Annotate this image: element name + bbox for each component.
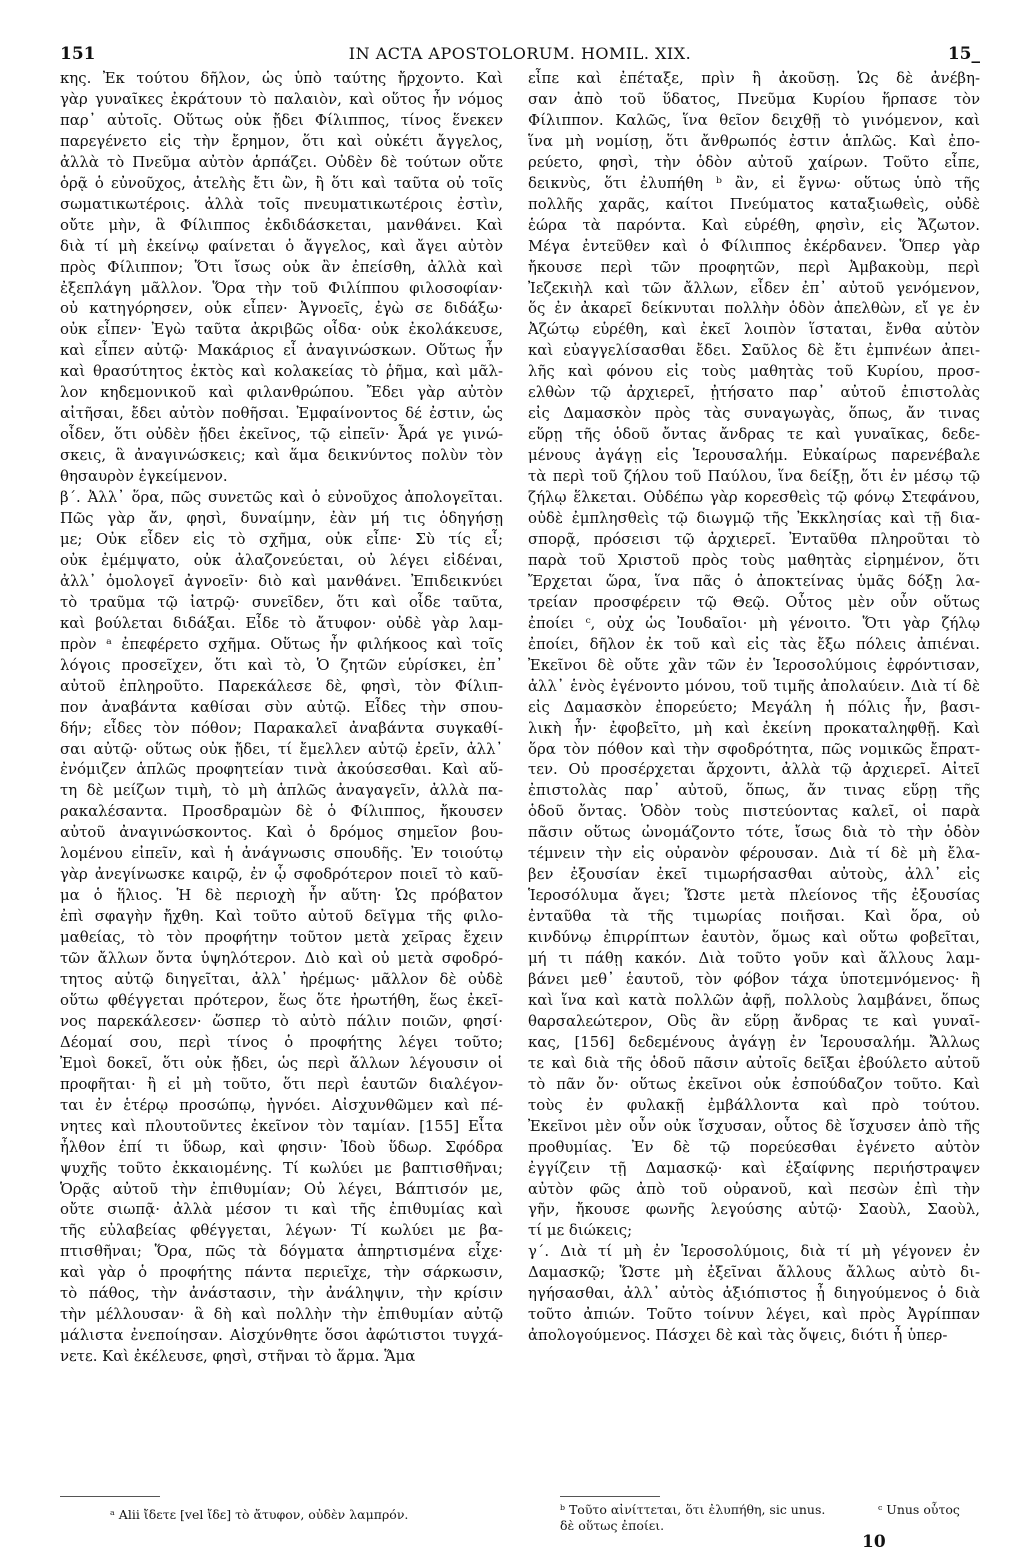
left-column-line: καὶ γὰρ ὁ προφήτης πάντα περιεῖχε, τὴν σάρκωσιν, bbox=[60, 1263, 503, 1282]
left-column-line: μάλιστα ἐνεποίησαν. Αἰσχύνθητε ὅσοι ἀφώτιστοι τυγχά- bbox=[60, 1326, 503, 1345]
left-column-line: β΄. Ἀλλ᾽ ὅρα, πῶς συνετῶς καὶ ὁ εὐνοῦχος ἀπολογεῖται. bbox=[60, 488, 503, 507]
left-column-line: Πῶς γὰρ ἄν, φησὶ, δυναίμην, ἐὰν μή τις ὁδηγήσῃ bbox=[60, 509, 503, 528]
left-column-line: αὐτοῦ ἐπληροῦτο. Παρεκάλεσε δὲ, φησὶ, τὸν Φίλιπ- bbox=[60, 676, 503, 695]
left-column-line: μα ὁ ἥλιος. Ἡ δὲ περιοχὴ ἦν αὕτη· Ὡς πρόβατον bbox=[60, 886, 503, 905]
right-column-line: Ἰεζεκιὴλ καὶ τῶν ἄλλων, εἶδεν ἐπ᾽ αὐτοῦ γενόμενον, bbox=[528, 278, 980, 297]
left-column-line: Ἐμοὶ δοκεῖ, ὅτι οὐκ ᾔδει, ὡς περὶ ἄλλων λέγουσιν οἱ bbox=[60, 1053, 503, 1072]
right-column-line: κινδύνῳ ἐπιρρίπτων ἑαυτὸν, ὅμως καὶ οὕτω φοβεῖται, bbox=[528, 928, 980, 947]
left-column-line: σωματικωτέροις. ἀλλὰ τοῖς πνευματικωτέροις ἐστὶν, bbox=[60, 194, 503, 213]
right-column-line: βάνει μεθ᾽ ἑαυτοῦ, τὸν φόβον τάχα ὑποτεμνόμενος· ἢ bbox=[528, 969, 980, 988]
right-column-line: ἀλλ᾽ ἑνὸς ἐγένοντο μόνου, τοῦ τιμῆς ἀπολαύειν. Διὰ τί δὲ bbox=[528, 676, 980, 695]
right-column-line: μένους ἀγάγῃ εἰς Ἱερουσαλήμ. Εὐκαίρως παρενέβαλε bbox=[528, 446, 980, 465]
right-column-line: ηγήσασθαι, ἀλλ᾽ αὐτὸς ἀξιόπιστος ᾖ διηγούμενος ὁ διὰ bbox=[528, 1284, 980, 1303]
right-column-line: ζήλῳ ἕλκεται. Οὐδέπω γὰρ κορεσθεὶς τῷ φόνῳ Στεφάνου, bbox=[528, 488, 980, 507]
right-column-line: τοῦτο ἀπιών. Τοῦτο τοίνυν λέγει, καὶ πρὸς Ἀγρίππαν bbox=[528, 1305, 980, 1324]
right-column-line: τε καὶ διὰ τῆς ὁδοῦ πᾶσιν αὐτοῖς δεῖξαι ἐβούλετο αὐτοῦ bbox=[528, 1053, 980, 1072]
left-column-line: πτισθῆναι; Ὅρα, πῶς τὰ δόγματα ἀπηρτισμένα εἶχε· bbox=[60, 1242, 503, 1261]
signature-mark: 10 bbox=[862, 1532, 886, 1552]
left-column-line: λομένου εἰπεῖν, καὶ ἡ ἀνάγνωσις σπουδῆς. Ἐν τοιούτῳ bbox=[60, 844, 503, 863]
right-column-line: εὕρῃ τῆς ὁδοῦ ὄντας ἄνδρας τε καὶ γυναῖκας, δεδε- bbox=[528, 425, 980, 444]
right-column-line: ελθὼν τῷ ἀρχιερεῖ, ᾐτήσατο παρ᾽ αὐτοῦ ἐπιστολὰς bbox=[528, 383, 980, 402]
right-column-line: τοὺς ἐν φυλακῇ ἐμβάλλοντα καὶ πρὸ τούτου. bbox=[528, 1095, 980, 1114]
left-column-line: δήν; εἶδες τὸν πόθον; Παρακαλεῖ ἀναβάντα συγκαθί- bbox=[60, 718, 503, 737]
left-column-line: παρ᾽ αὐτοῖς. Οὕτως οὐκ ᾔδει Φίλιππος, τίνος ἕνεκεν bbox=[60, 110, 503, 129]
left-column-line: αὐτοῦ ἀναγινώσκοντος. Καὶ ὁ δρόμος σημεῖον βου- bbox=[60, 823, 503, 842]
right-column-line: λικὴ ἦν· ἐφοβεῖτο, μὴ καὶ ἐκείνη προκαταληφθῇ. Καὶ bbox=[528, 718, 980, 737]
right-column-line: γ΄. Διὰ τί μὴ ἐν Ἱεροσολύμοις, διὰ τί μὴ γέγονεν ἐν bbox=[528, 1242, 980, 1261]
left-column-line: σαι αὐτῷ· οὕτως οὐκ ᾔδει, τί ἔμελλεν αὐτῷ ἐρεῖν, ἀλλ᾽ bbox=[60, 739, 503, 758]
left-column-line: οἶδεν, ὅτι οὐδὲν ᾔδει ἐκεῖνος, τῷ εἰπεῖν· Ἆρά γε γινώ- bbox=[60, 425, 503, 444]
left-column-line: προφῆται· ἢ εἰ μὴ τοῦτο, ὅτι περὶ ἑαυτῶν διαλέγον- bbox=[60, 1074, 503, 1093]
right-column-line: ἵνα μὴ νομίσῃ, ὅτι ἄνθρωπός ἐστιν ἁπλῶς. Καὶ ἐπο- bbox=[528, 131, 980, 150]
right-column-line: ὅρα τὸν πόθον καὶ τὴν σφοδρότητα, πῶς νομικῶς ἔπρατ- bbox=[528, 739, 980, 758]
left-column-line: θησαυρὸν ἐγκείμενον. bbox=[60, 467, 228, 486]
left-column-line: νετε. Καὶ ἐκέλευσε, φησὶ, στῆναι τὸ ἅρμα. Ἅμα bbox=[60, 1347, 416, 1366]
right-column-line: καὶ ἵνα καὶ κατὰ πολλῶν ἀφῇ, πολλοὺς λαμβάνει, ὅπως bbox=[528, 990, 980, 1009]
right-column-line: παρὰ τοῦ Χριστοῦ πρὸς τοὺς μαθητὰς εἰρημένον, ὅτι bbox=[528, 550, 980, 569]
right-column-line: προθυμίας. Ἐν δὲ τῷ πορεύεσθαι ἐγένετο αὐτὸν bbox=[528, 1137, 980, 1156]
footnote-a: ᵃ Alii ἴδετε [vel ἴδε] τὸ ἄτυφον, οὐδὲν λαμπρόν. bbox=[110, 1507, 409, 1522]
left-column-line: οὐκ εἶπεν· Ἐγὼ ταῦτα ἀκριβῶς οἶδα· οὐκ ἐκολάκευσε, bbox=[60, 320, 503, 339]
left-column-line: παρεγένετο εἰς τὴν ἔρημον, ὅτι καὶ οὐκέτι ἄγγελος, bbox=[60, 131, 503, 150]
running-header bbox=[60, 44, 980, 70]
right-column-line: ἐπιστολὰς παρ᾽ αὐτοῦ, ὅπως, ἄν τινας εὕρῃ τῆς bbox=[528, 781, 980, 800]
left-column-line: πρὸς Φίλιππον; Ὅτι ἴσως οὐκ ἂν ἐπείσθη, ἀλλὰ καὶ bbox=[60, 257, 503, 276]
left-column-line: ἐπὶ σφαγὴν ἤχθη. Καὶ τοῦτο αὐτοῦ δεῖγμα τῆς φιλο- bbox=[60, 907, 503, 926]
left-column-line: Δέομαί σου, περὶ τίνος ὁ προφήτης λέγει τοῦτο; bbox=[60, 1032, 503, 1051]
left-column-line: τῆς εὐλαβείας φθέγγεται, λέγων· Τί κωλύει με βα- bbox=[60, 1221, 503, 1240]
left-column-line: Ὁρᾷς αὐτοῦ τὴν ἐπιθυμίαν; Οὐ λέγει, Βάπτισόν με, bbox=[60, 1179, 503, 1198]
right-column-line: κας, [156] δεδεμένους ἀγάγῃ ἐν Ἱερουσαλήμ. Ἄλλως bbox=[528, 1032, 980, 1051]
right-column-line: ἐνταῦθα τὰ τῆς τιμωρίας ποιῆσαι. Καὶ ὅρα, οὐ bbox=[528, 907, 980, 926]
left-column-line: οὕτω φθέγγεται πρότερον, ἕως ὅτε ἠρωτήθη, ἕως ἐκεῖ- bbox=[60, 990, 503, 1009]
left-column-line: διὰ τί μὴ ἐκείνῳ φαίνεται ὁ ἄγγελος, καὶ ἄγει αὐτὸν bbox=[60, 236, 503, 255]
right-column-line: βεν ἐξουσίαν ἐκεῖ τιμωρήσασθαι αὐτοὺς, ἀλλ᾽ εἰς bbox=[528, 865, 980, 884]
right-column-line: τρείαν προσφέρειν τῷ Θεῷ. Οὗτος μὲν οὖν οὕτως bbox=[528, 592, 980, 611]
right-column-line: γῆν, ἤκουσε φωνῆς λεγούσης αὐτῷ· Σαοὺλ, Σαοὺλ, bbox=[528, 1200, 980, 1219]
left-column-line: σκεις, ἃ ἀναγινώσκεις; καὶ ἅμα δεικνύντος πολὺν τὸν bbox=[60, 446, 503, 465]
footnote-rule-left bbox=[60, 1496, 160, 1497]
right-column-line: σπορᾷ, πρόσεισι τῷ ἀρχιερεῖ. Ἐνταῦθα πληροῦται τὸ bbox=[528, 529, 980, 548]
right-column-line: πολλῆς χαρᾶς, καίτοι Πνεύματος καταξιωθεὶς, οὐδὲ bbox=[528, 194, 980, 213]
left-column-line: ψυχῆς τοῦτο ἐκκαιομένης. Τί κωλύει με βαπτισθῆναι; bbox=[60, 1158, 503, 1177]
left-column-line: κης. Ἐκ τούτου δῆλον, ὡς ὑπὸ ταύτης ἤρχοντο. Καὶ bbox=[60, 69, 503, 87]
right-column-line: εἶπε καὶ ἐπέταξε, πρὶν ἢ ἀκοῦσῃ. Ὡς δὲ ἀνέβη- bbox=[528, 69, 980, 87]
right-column-line: ὅς ἐν ἀκαρεῖ δείκνυται πολλὴν ὁδὸν ἀπελθὼν, εἴ γε ἐν bbox=[528, 299, 980, 318]
left-column-line: οὐ κατηγόρησεν, οὐκ εἶπεν· Ἀγνοεῖς, ἐγὼ σε διδάξω· bbox=[60, 299, 503, 318]
page-number-right: 15_ bbox=[947, 44, 980, 64]
right-column-line: Ἱεροσόλυμα ἄγει; Ὥστε μετὰ πλείονος τῆς ἐξουσίας bbox=[528, 886, 980, 905]
right-column-line: μή τι πάθῃ κακόν. Διὰ τοῦτο γοῦν καὶ ἄλλους λαμ- bbox=[528, 949, 980, 968]
left-column-line: με; Οὐκ εἶδεν εἰς τὸ σχῆμα, οὐκ εἶπε· Σὺ τίς εἶ; bbox=[60, 529, 503, 548]
left-column-line: τὸ τραῦμα τῷ ἰατρῷ· συνεῖδεν, ὅτι καὶ οἶδε ταῦτα, bbox=[60, 592, 503, 611]
left-column-line: καὶ θρασύτητος ἐκτὸς καὶ κολακείας τὸ ῥῆμα, καὶ μᾶλ- bbox=[60, 362, 503, 381]
left-column-line: πον ἀναβάντα καθίσαι σὺν αὐτῷ. Εἶδες τὴν σπου- bbox=[60, 697, 503, 716]
right-column-line: ρεύετο, φησὶ, τὴν ὁδὸν αὐτοῦ χαίρων. Τοῦτο εἶπε, bbox=[528, 152, 980, 171]
right-column-line: Μέγα ἐντεῦθεν καὶ ὁ Φίλιππος ἐκέρδανεν. Ὅπερ γὰρ bbox=[528, 236, 980, 255]
right-column-line: τὸ πᾶν ὄν· οὕτως ἐκεῖνοι οὐκ ἐσπούδαζον τοῦτο. Καὶ bbox=[528, 1074, 980, 1093]
right-column-line: καὶ εὐαγγελίσασθαι ἔδει. Σαῦλος δὲ ἔτι ἐμπνέων ἀπει- bbox=[528, 341, 980, 360]
left-column-line: ἦλθον ἐπί τι ὕδωρ, καὶ φησιν· Ἰδοὺ ὕδωρ. Σφόδρα bbox=[60, 1137, 503, 1156]
left-column-line: νος παρεκάλεσεν· ὥσπερ τὸ αὐτὸ πάλιν ποιῶν, φησί· bbox=[60, 1011, 503, 1030]
right-column-line: ἑώρα τὰ παρόντα. Καὶ εὑρέθη, φησὶν, εἰς Ἄζωτον. bbox=[528, 215, 980, 234]
right-column-line: τέμνειν τὴν εἰς οὐρανὸν φέρουσαν. Διὰ τί δὲ μὴ ἔλα- bbox=[528, 844, 980, 863]
right-column-line: ἀπολογούμενος. Πάσχει δὲ καὶ τὰς ὄψεις, διότι ἦ ὑπερ- bbox=[528, 1326, 948, 1345]
right-column-line: Ἐκεῖνοι δὲ οὔτε χἂν τῶν ἐν Ἱεροσολύμοις ἐφρόντισαν, bbox=[528, 655, 980, 674]
right-column-line: λῆς καὶ φόνου εἰς τοὺς μαθητὰς τοῦ Κυρίου, προσ- bbox=[528, 362, 980, 381]
right-column-line: ὁδοῦ ὄντας. Ὁδὸν τοὺς πιστεύοντας καλεῖ, οἱ παρὰ bbox=[528, 802, 980, 821]
left-column-line: οὔτε σιωπᾷ· ἀλλὰ μέσον τι καὶ τῆς ἐπιθυμίας καὶ bbox=[60, 1200, 503, 1219]
left-column-line: γὰρ γυναῖκες ἐκράτουν τὸ παλαιὸν, καὶ οὕτος ἦν νόμος bbox=[60, 89, 503, 108]
right-column-line: αὐτὸν φῶς ἀπὸ τοῦ οὐρανοῦ, καὶ πεσὼν ἐπὶ τὴν bbox=[528, 1179, 980, 1198]
right-column-line: εἰς Δαμασκὸν ἐπορεύετο; Μεγάλη ἡ πόλις ἦν, βασι- bbox=[528, 697, 980, 716]
right-column-line: ἐποίει, δῆλον ἐκ τοῦ καὶ εἰς τὰς ἔξω πόλεις ἀπιέναι. bbox=[528, 634, 980, 653]
right-column-line: εἰς Δαμασκὸν πρὸς τὰς συναγωγὰς, ὅπως, ἄν τινας bbox=[528, 404, 980, 423]
left-text-column bbox=[60, 68, 503, 1367]
page-number-left: 151 bbox=[60, 44, 96, 64]
right-column-line: θαρσαλεώτερον, Οὓς ἂν εὕρῃ ἄνδρας τε καὶ γυναῖ- bbox=[528, 1011, 980, 1030]
left-column-line: αἰτῆσαι, ἔδει αὐτὸν ποθῆσαι. Ἐμφαίνοντος δέ ἐστιν, ὡς bbox=[60, 404, 503, 423]
right-column-line: Ἐκεῖνοι μὲν οὖν οὐκ ἴσχυσαν, οὗτος δὲ ἴσχυσεν ἀπὸ τῆς bbox=[528, 1116, 980, 1135]
left-column-line: τὴν μέλλουσαν· ἃ δὴ καὶ πολλὴν τὴν ἐπιθυμίαν αὐτῷ bbox=[60, 1305, 503, 1324]
right-column-line: πᾶσιν οὕτως ὠνομάζοντο τότε, ἴσως διὰ τὸ τὴν ὁδὸν bbox=[528, 823, 980, 842]
right-column-line: Φίλιππον. Καλῶς, ἵνα θεῖον δειχθῇ τὸ γινόμενον, καὶ bbox=[528, 110, 980, 129]
left-column-line: ἀλλὰ τὸ Πνεῦμα αὐτὸν ἁρπάζει. Οὐδὲν δὲ τούτων οὔτε bbox=[60, 152, 503, 171]
right-column-line: τεν. Οὐ προσέρχεται ἄρχοντι, ἀλλὰ τῷ ἀρχιερεῖ. Αἰτεῖ bbox=[528, 760, 980, 779]
footnote-c: ᶜ Unus οὗτος bbox=[878, 1502, 960, 1517]
footnote-b: ᵇ Τοῦτο αἰνίττεται, ὅτι ἐλυπήθη, sic unus. bbox=[560, 1502, 826, 1517]
left-column-line: λον κηδεμονικοῦ καὶ φιλανθρώπου. Ἔδει γὰρ αὐτὸν bbox=[60, 383, 503, 402]
right-column-line: ἐγγίζειν τῇ Δαμασκῷ· καὶ ἐξαίφνης περιήστραψεν bbox=[528, 1158, 980, 1177]
left-column-line: γὰρ ἀνεγίνωσκε καιρῷ, ἐν ᾧ σφοδρότερον ποιεῖ τὸ καῦ- bbox=[60, 865, 503, 884]
right-text-column bbox=[528, 68, 980, 1346]
left-column-line: λόγοις προσεῖχεν, ὅτι καὶ τὸ, Ὁ ζητῶν εὑρίσκει, ἐπ᾽ bbox=[60, 655, 503, 674]
running-title: IN ACTA APOSTOLORUM. HOMIL. XIX. bbox=[348, 44, 692, 63]
left-column-line: οὐκ ἐμέμψατο, οὐκ ἀλαζονεύεται, οὐ λέγει εἰδέναι, bbox=[60, 550, 503, 569]
left-column-line: ὁρᾷ ὁ εὐνοῦχος, ἀτελὴς ἔτι ὢν, ἢ ὅτι καὶ ταῦτα οὐ τοῖς bbox=[60, 173, 503, 192]
left-column-line: ται ἐν ἑτέρῳ προσώπῳ, ἠγνόει. Αἰσχυνθῶμεν καὶ πέ- bbox=[60, 1095, 503, 1114]
right-column-line: ἤκουσε περὶ τῶν προφητῶν, περὶ Ἀμβακοὺμ, περὶ bbox=[528, 257, 980, 276]
left-column-line: ἐνόμιζεν ἁπλῶς προφητείαν τινὰ ἀκούσεσθαι. Καὶ αὕ- bbox=[60, 760, 503, 779]
left-column-line: τῶν ἄλλων ὄντα ὑψηλότερον. Διὸ καὶ οὐ μετὰ σφοδρό- bbox=[60, 949, 503, 968]
left-column-line: νητες καὶ πλουτοῦντες ἐκεῖνον τὸν ταμίαν. [155] Εἶτα bbox=[60, 1116, 503, 1135]
right-column-line: Ἀζώτῳ εὑρέθη, καὶ ἐκεῖ λοιπὸν ἵσταται, ἔνθα αὐτὸν bbox=[528, 320, 980, 339]
left-column-line: μαθείας, τὸ τὸν προφήτην τοῦτον μετὰ χεῖρας ἔχειν bbox=[60, 928, 503, 947]
footnote-c-continued: δὲ οὕτως ἐποίει. bbox=[560, 1518, 665, 1533]
right-column-line: Ἔρχεται ὥρα, ἵνα πᾶς ὁ ἀποκτείνας ὑμᾶς δόξῃ λα- bbox=[528, 571, 980, 590]
left-column-line: καὶ βούλεται διδάξαι. Εἶδε τὸ ἄτυφον· οὐδὲ γὰρ λαμ- bbox=[60, 613, 503, 632]
right-column-line: οὐδὲ ἐμπλησθεὶς τῷ διωγμῷ τῆς Ἐκκλησίας καὶ τῇ δια- bbox=[528, 509, 980, 528]
footnote-rule-right bbox=[560, 1496, 660, 1497]
right-column-line: τί με διώκεις; bbox=[528, 1221, 633, 1240]
right-column-line: τὰ περὶ τοῦ ζήλου τοῦ Παύλου, ἵνα δείξῃ, ὅτι ἐν μέσῳ τῷ bbox=[528, 467, 980, 486]
left-column-line: καὶ εἶπεν αὐτῷ· Μακάριος εἶ ἀναγινώσκων. Οὕτως ἦν bbox=[60, 341, 503, 360]
left-column-line: ἀλλ᾽ ὁμολογεῖ ἀγνοεῖν· διὸ καὶ μανθάνει. Ἐπιδεικνύει bbox=[60, 571, 503, 590]
left-column-line: πρὸν ᵃ ἐπεφέρετο σχῆμα. Οὕτως ἦν φιλήκοος καὶ τοῖς bbox=[60, 634, 503, 653]
right-column-line: ἐποίει ᶜ, οὐχ ὡς Ἰουδαῖοι· μὴ γένοιτο. Ὅτι γὰρ ζήλῳ bbox=[528, 613, 980, 632]
left-column-line: τὸ πάθος, τὴν ἀνάστασιν, τὴν ἀνάληψιν, τὴν κρίσιν bbox=[60, 1284, 503, 1303]
left-column-line: οὔτε μὴν, ἃ Φίλιππος ἐκδιδάσκεται, μανθάνει. Καὶ bbox=[60, 215, 503, 234]
left-column-line: ἐξεπλάγη μᾶλλον. Ὅρα τὴν τοῦ Φιλίππου φιλοσοφίαν· bbox=[60, 278, 503, 297]
right-column-line: δεικνὺς, ὅτι ἐλυπήθη ᵇ ἂν, εἰ ἔγνω· οὕτως ὑπὸ τῆς bbox=[528, 173, 980, 192]
right-column-line: Δαμασκῷ; Ὥστε μὴ ἐξεῖναι ἄλλους ἄλλως αὐτὸ δι- bbox=[528, 1263, 980, 1282]
left-column-line: τη δὲ μείζων τιμὴ, τὸ μὴ ἁπλῶς ἀναγαγεῖν, ἀλλὰ πα- bbox=[60, 781, 503, 800]
right-column-line: σαν ἀπὸ τοῦ ὕδατος, Πνεῦμα Κυρίου ἥρπασε τὸν bbox=[528, 89, 980, 108]
left-column-line: τητος αὐτῷ διηγεῖται, ἀλλ᾽ ἠρέμως· μᾶλλον δὲ οὐδὲ bbox=[60, 969, 503, 988]
left-column-line: ρακαλέσαντα. Προσδραμὼν δὲ ὁ Φίλιππος, ἤκουσεν bbox=[60, 802, 503, 821]
